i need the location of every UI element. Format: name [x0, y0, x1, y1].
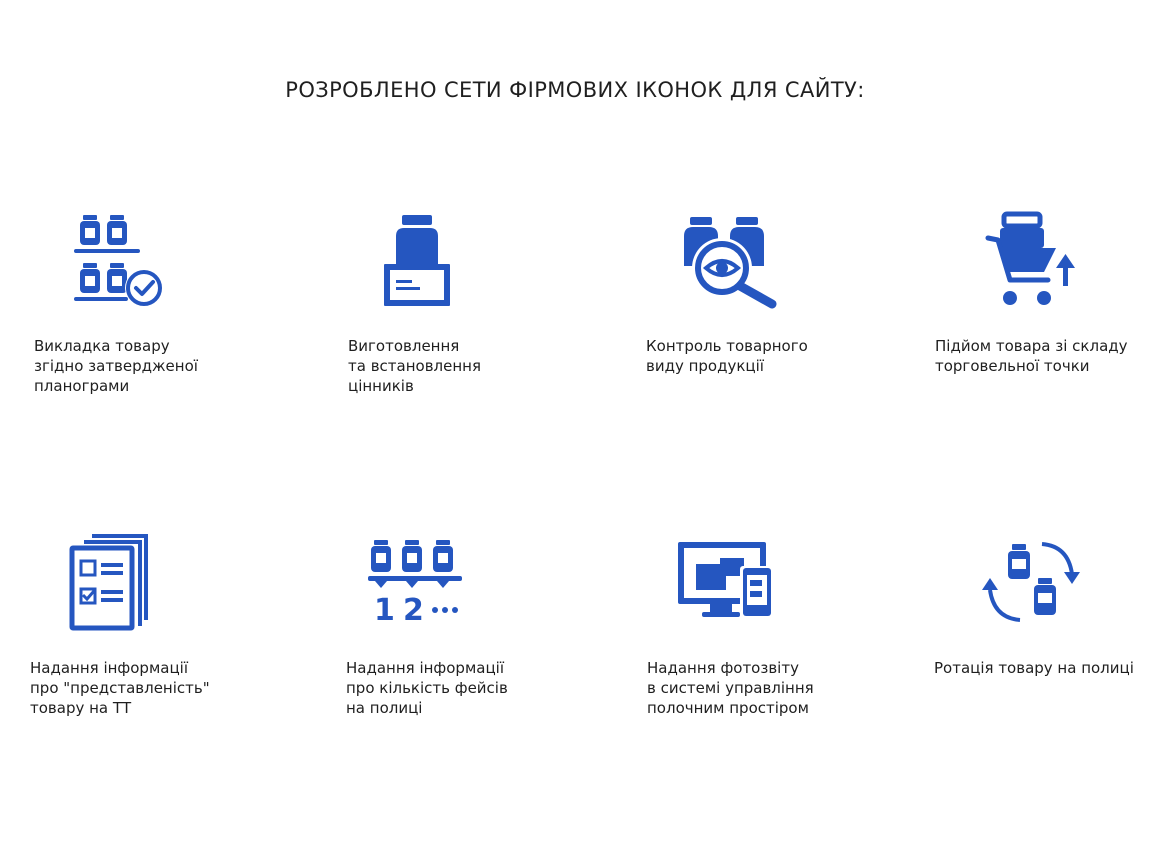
item-label-8: Ротація товару на полиці	[934, 659, 1134, 677]
page-title: РОЗРОБЛЕНО СЕТИ ФІРМОВИХ ІКОНОК ДЛЯ САЙТУ:	[285, 78, 865, 102]
item-label-2: Виготовлення та встановлення цінників	[348, 337, 481, 395]
jars-shelf-check-icon	[66, 206, 176, 316]
item-label-5: Надання інформації про "представленість" товару на ТТ	[30, 659, 210, 717]
checklist-documents-icon	[62, 528, 172, 638]
monitor-phone-report-icon	[670, 528, 780, 638]
jars-magnifier-eye-icon	[672, 206, 782, 316]
item-label-3: Контроль товарного виду продукції	[646, 337, 808, 375]
item-label-7: Надання фотозвіту в системі управління полочним простіром	[647, 659, 814, 717]
jars-numbered-shelf-icon	[360, 528, 470, 638]
item-label-4: Підйом товара зі складу торговельної точки	[935, 337, 1128, 375]
jar-price-tag-icon	[362, 206, 472, 316]
cart-lift-up-icon	[976, 206, 1086, 316]
item-label-6: Надання інформації про кількість фейсів на полиці	[346, 659, 508, 717]
item-label-1: Викладка товару згідно затвердженої планограми	[34, 337, 198, 395]
svg-text:1: 1	[374, 593, 395, 628]
svg-text:2: 2	[403, 593, 424, 628]
jars-rotation-arrows-icon	[976, 528, 1086, 638]
